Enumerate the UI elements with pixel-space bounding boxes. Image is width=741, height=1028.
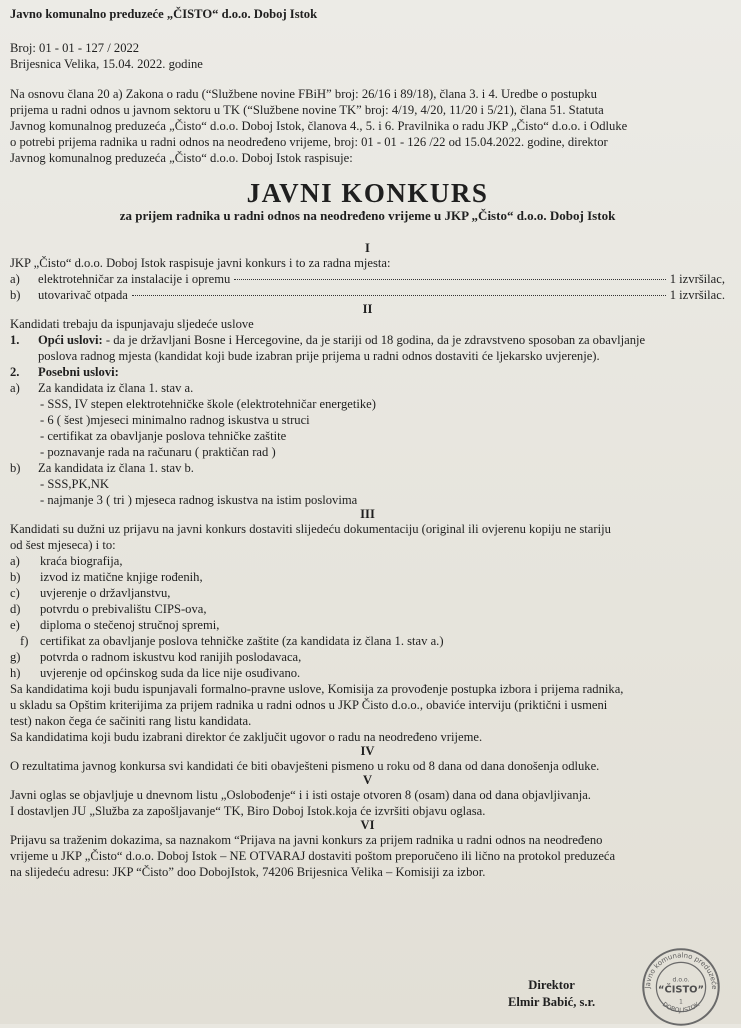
section-heading-3: III [360,507,375,521]
document-item [10,649,725,665]
section5-text: I dostavljen JU „Služba za zapošljavanje“ TK, Biro Doboj Istok.koja će izvršiti objavu oglasa. [10,804,486,818]
general-conditions [10,332,725,348]
section3-lead: Kandidati su dužni uz prijavu na javni konkurs dostaviti slijedeću dokumentaciju (original ili ovjerenu kopiju ne stariju [10,522,611,536]
intro-line: Na osnovu člana 20 a) Zakona o radu (“Službene novine FBiH” broj: 26/16 i 89/18), člana 3. i 4. Uredbe o postupku [10,87,597,101]
position-text: utovarivač otpada [38,288,128,302]
condition-a-item: - certifikat za obavljanje poslova tehničke zaštite [40,429,287,443]
document-item-text: izvod iz matične knjige rođenih, [40,570,203,584]
list-letter: a) [10,381,20,395]
list-letter: h) [10,666,21,680]
document-item-text: uvjerenje o državljanstvu, [40,586,171,600]
special-conditions-title: Posebni uslovi: [38,365,119,379]
intro-line: Javnog komunalnog preduzeća „Čisto“ d.o.o. Doboj Istok raspisuje: [10,151,353,165]
list-letter: e) [10,618,20,632]
condition-b-title: Za kandidata iz člana 1. stav b. [38,461,194,475]
condition-a-item: - 6 ( šest )mjeseci minimalno radnog iskustva u struci [40,413,310,427]
general-conditions-body [38,332,725,348]
section-heading-1: I [365,241,370,255]
document-subtitle: za prijem radnika u radni odnos na neodređeno vrijeme u JKP „Čisto“ d.o.o. Doboj Istok [119,208,616,223]
document-item [10,665,725,681]
list-letter: d) [10,602,21,616]
document-list [10,553,725,681]
section3-lead-cont: od šest mjeseca) i to: [10,538,116,552]
intro-line: prijema u radni odnos u javnom sektoru u TK (“Službene novine TK” broj: 4/19, 4/20, 11/20 i 5/21), člana 51. Statuta [10,103,604,117]
document-item-text: potvrdu o prebivalištu CIPS-ova, [40,602,207,616]
condition-b [10,460,725,476]
list-letter: f) [20,634,29,648]
general-conditions-text: - da je državljani Bosne i Hercegovine, da je stariji od 18 godina, da je zdravstveno sposoban za obavljanje [102,333,646,347]
contract-paragraph: Sa kandidatima koji budu izabrani direktor će zaključit ugovor o radu na neodređeno vrijeme. [10,730,483,744]
signature-block [508,977,595,1011]
document-title: JAVNI KONKURS [246,178,489,208]
list-number: 2. [10,365,20,379]
intro-line: o potrebi prijema radnika u radni odnos na neodređeno vrijeme, broj: 01 - 01 - 126 /22 od 15.04.2022. godine, direktor [10,135,608,149]
list-letter: a) [10,554,20,568]
document-item-text: diploma o stečenoj stručnoj spremi, [40,618,220,632]
section-heading-4: IV [360,744,375,758]
document-item [10,585,725,601]
selection-paragraph [10,681,725,729]
stamp-outer-text: Javno komunalno preduzeće [643,951,719,990]
paragraph-line: Prijavu sa traženim dokazima, sa naznakom “Prijava na javni konkurs za prijem radnika u radni odnos na neodređeno [10,833,603,847]
position-count: 1 izvršilac, [669,272,725,286]
place-date: Brijesnica Velika, 15.04. 2022. godine [10,57,203,71]
document-item [10,633,725,649]
section4-text: O rezultatima javnog konkursa svi kandidati će biti obavješteni pismeno u roku od 8 dana od dana donošenja odluke. [10,759,600,773]
section-heading-6: VI [360,818,375,832]
position-row [10,287,725,303]
special-conditions [10,364,725,380]
paragraph-line: Sa kandidatima koji budu ispunjavali formalno-pravne uslove, Komisija za provođenje postupka izbora i prijema radnika, [10,682,624,696]
document-item [10,601,725,617]
condition-a-item: - SSS, IV stepen elektrotehničke škole (elektrotehničar energetike) [40,397,376,411]
document-item [10,617,725,633]
intro-paragraph [10,86,725,166]
condition-a [10,380,725,396]
condition-a-item: - poznavanje rada na računaru ( praktičan rad ) [40,445,276,459]
condition-a-title: Za kandidata iz člana 1. stav a. [38,381,194,395]
stamp-number: 1 [679,999,683,1006]
position-count: 1 izvršilac. [669,288,725,302]
company-stamp [640,946,722,1028]
section2-lead: Kandidati trebaju da ispunjavaju sljedeće uslove [10,317,254,331]
stamp-name: “ČISTO” [658,984,704,996]
document-item-text: uvjerenje od općinskog suda da lice nije osuđivano. [40,666,301,680]
document-item-text: certifikat za obavljanje poslova tehničke zaštite (za kandidata iz člana 1. stav a.) [40,634,444,648]
dotted-leader [132,295,666,296]
list-letter: g) [10,650,21,664]
section5-text: Javni oglas se objavljuje u dnevnom listu „Oslobođenje“ i i isti ostaje otvoren 8 (osam) dana od dana objavljivanja. [10,788,591,802]
position-label: a) [10,272,20,286]
list-number: 1. [10,333,20,347]
section-heading-5: V [362,773,373,787]
list-letter: c) [10,586,20,600]
paragraph-line: vrijeme u JKP „Čisto“ d.o.o. Doboj Istok – NE OTVARAJ dostaviti poštom preporučeno ili lično na protokol preduzeća [10,849,616,863]
general-conditions-title: Opći uslovi: [38,333,103,347]
paragraph-line: na slijedeću adresu: JKP “Čisto” doo DobojIstok, 74206 Brijesnica Velika – Komisiji za izbor. [10,865,486,879]
document-item [10,569,725,585]
paragraph-line: u skladu sa Opštim kriterijima za prijem radnika u radni odnos u JKP Čisto d.o.o., obaviće interviju (priktični i usmeni [10,698,608,712]
position-text: elektrotehničar za instalacije i opremu [38,272,231,286]
condition-b-item: - SSS,PK,NK [40,477,109,491]
org-header: Javno komunalno preduzeće „ČISTO“ d.o.o. Doboj Istok [10,7,318,21]
list-letter: b) [10,570,21,584]
position-label: b) [10,288,21,302]
document-item-text: kraća biografija, [40,554,123,568]
signature-name: Elmir Babić, s.r. [508,995,596,1009]
dotted-leader [234,279,665,280]
condition-b-item: - najmanje 3 ( tri ) mjeseca radnog iskustva na istim poslovima [40,493,358,507]
list-letter: b) [10,461,21,475]
section1-lead: JKP „Čisto“ d.o.o. Doboj Istok raspisuje javni konkurs i to za radna mjesta: [10,256,391,270]
stamp-bottom-text: DOBOJ ISTOK [660,1001,701,1015]
paragraph-line: test) nakon čega će sačiniti rang listu kandidata. [10,714,252,728]
signature-role: Direktor [528,978,575,992]
stamp-doo: d.o.o. [672,976,690,984]
position-row [10,271,725,287]
intro-line: Javnog komunalnog preduzeća „Čisto“ d.o.o. Doboj Istok, članova 4., 5. i 6. Pravilnika o radu JKP „Čisto“ d.o.o. i Odluke [10,119,628,133]
submission-paragraph [10,832,725,880]
document-number: Broj: 01 - 01 - 127 / 2022 [10,41,140,55]
document-item [10,553,725,569]
section-heading-2: II [362,302,373,316]
general-conditions-text-cont: poslova radnog mjesta (kandidat koji bude izabran prije prijema u radni odnos dostaviti će ljekarsko uvjerenje). [38,349,600,363]
document-item-text: potvrda o radnom iskustvu kod ranijih poslodavaca, [40,650,302,664]
